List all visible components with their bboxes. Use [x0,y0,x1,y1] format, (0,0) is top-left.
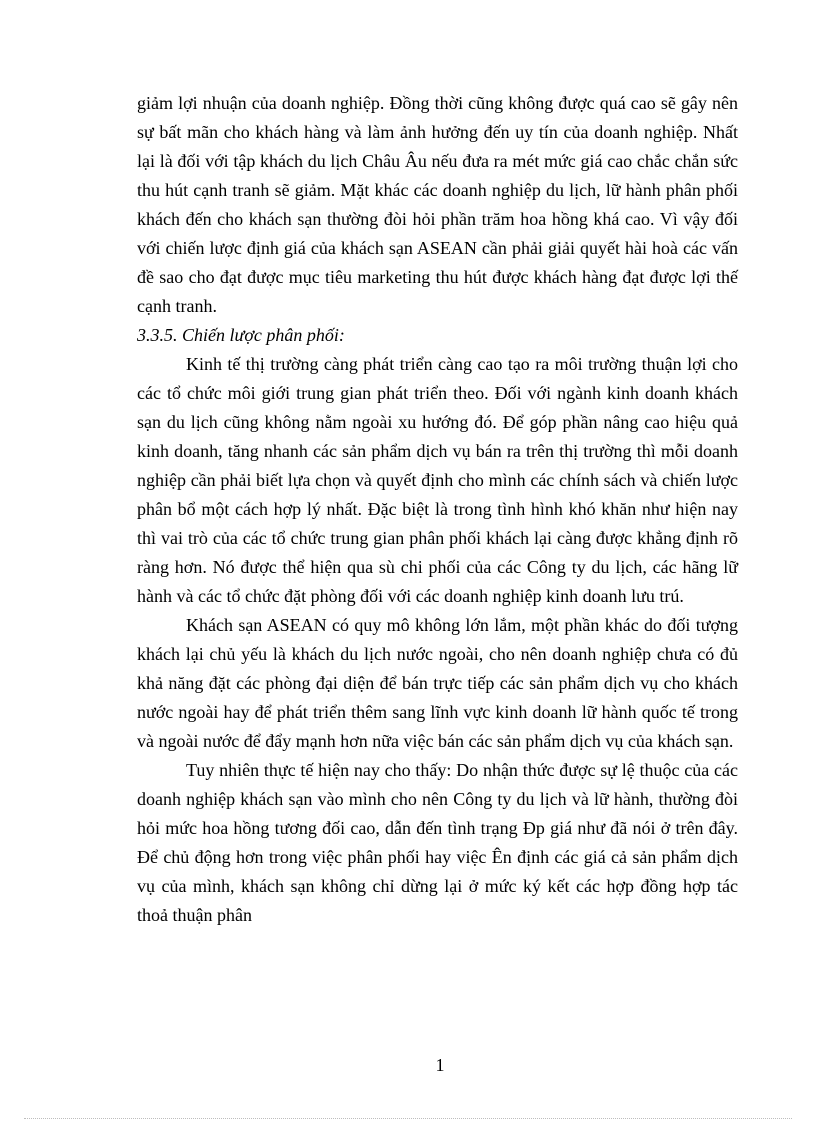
page-bottom-divider [24,1118,792,1119]
page-number: 1 [435,1055,445,1075]
text-body [137,89,738,930]
section-heading-distribution-strategy: 3.3.5. Chiến lược phân phối: [137,325,345,345]
paragraph-pricing-continuation: giảm lợi nhuận của doanh nghiệp. Đồng thời cũng không được quá cao sẽ gây nên sự bất mãn cho khách hàng và làm ảnh hưởng đến uy tín của doanh nghiệp. Nhất lại là đối với tập khách du lịch Châu Âu nếu đưa ra mét mức giá cao chắc chắn sức thu hút cạnh tranh sẽ giảm. Mặt khác các doanh nghiệp du lịch, lữ hành phân phối khách đến cho khách sạn thường đòi hỏi phần trăm hoa hồng khá cao. Vì vậy đối với chiến lược định giá của khách sạn ASEAN cần phải giải quyết hài hoà các vấn đề sao cho đạt được mục tiêu marketing thu hút được khách hàng đạt được lợi thế cạnh tranh. [137,93,738,316]
paragraph-asean-hotel-scale: Khách sạn ASEAN có quy mô không lớn lắm, một phần khác do đối tượng khách lại chủ yếu là khách du lịch nước ngoài, cho nên doanh nghiệp chưa có đủ khả năng đặt các phòng đại diện để bán trực tiếp các sản phẩm dịch vụ cho khách nước ngoài hay để phát triển thêm sang lĩnh vực kinh doanh lữ hành quốc tế trong và ngoài nước để đẩy mạnh hơn nữa việc bán các sản phẩm dịch vụ của khách sạn. [137,615,738,751]
paragraph-market-intermediaries: Kinh tế thị trường càng phát triển càng cao tạo ra môi trường thuận lợi cho các tổ chức môi giới trung gian phát triển theo. Đối với ngành kinh doanh khách sạn du lịch cũng không nằm ngoài xu hướng đó. Để góp phần nâng cao hiệu quả kinh doanh, tăng nhanh các sản phẩm dịch vụ bán ra trên thị trường thì mỗi doanh nghiệp cần phải biết lựa chọn và quyết định cho mình các chính sách và chiến lược phân bổ một cách hợp lý nhất. Đặc biệt là trong tình hình khó khăn như hiện nay thì vai trò của các tổ chức trung gian phân phối khách lại càng được khẳng định rõ ràng hơn. Nó được thể hiện qua sù chi phối của các Công ty du lịch, các hãng lữ hành và các tổ chức đặt phòng đối với các doanh nghiệp kinh doanh lưu trú. [137,354,738,606]
paragraph-commission-dependence: Tuy nhiên thực tế hiện nay cho thấy: Do nhận thức được sự lệ thuộc của các doanh nghiệp khách sạn vào mình cho nên Công ty du lịch và lữ hành, thường đòi hỏi mức hoa hồng tương đối cao, dẫn đến tình trạng Ðp giá như đã nói ở trên đây. Để chủ động hơn trong việc phân phối hay việc Ên định các giá cả sản phẩm dịch vụ của mình, khách sạn không chỉ dừng lại ở mức ký kết các hợp đồng hợp tác thoả thuận phân [137,760,738,925]
